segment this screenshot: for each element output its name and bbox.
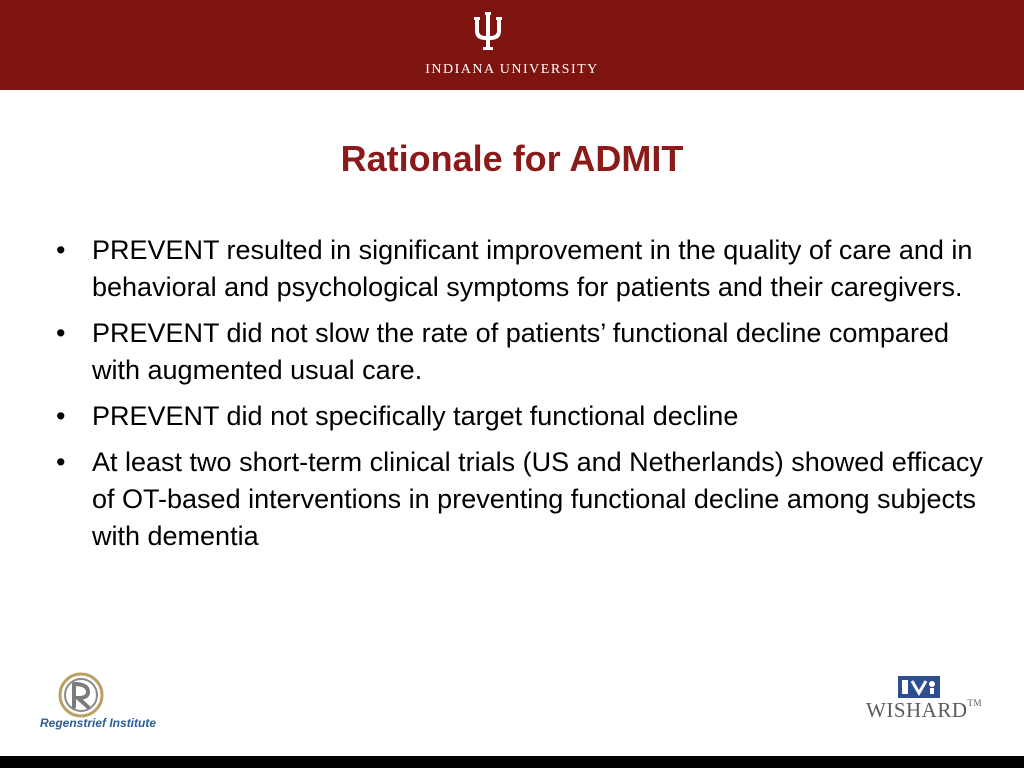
bullet-text: PREVENT resulted in significant improvement in the quality of care and in behavioral and psychological symptoms for patients and their caregivers. [92, 235, 973, 302]
bottom-border-bar [0, 756, 1024, 768]
slide-title: Rationale for ADMIT [340, 138, 684, 179]
regenstrief-emblem-icon [58, 672, 104, 718]
university-header-bar [0, 0, 1024, 90]
bullet-list [56, 232, 986, 564]
bullet-item [56, 444, 986, 555]
bullet-marker: • [56, 318, 66, 348]
regenstrief-institute-label: Regenstrief Institute [40, 716, 157, 730]
bullet-item [56, 232, 986, 306]
regenstrief-institute-logo [40, 672, 170, 734]
wishard-label: WISHARD [866, 698, 968, 722]
bullet-marker: • [56, 401, 66, 431]
wishard-wordmark [866, 698, 982, 723]
bullet-item [56, 398, 986, 435]
wishard-emblem-icon [898, 676, 940, 698]
indiana-university-trident-logo [472, 12, 504, 50]
indiana-university-wordmark: INDIANA UNIVERSITY [425, 62, 599, 77]
bullet-item [56, 315, 986, 389]
bullet-text: At least two short-term clinical trials (US and Netherlands) showed efficacy of OT-based interventions in preventing functional decline among subjects with dementia [92, 447, 983, 551]
trademark-mark: TM [967, 698, 982, 708]
bullet-text: PREVENT did not slow the rate of patients’ functional decline compared with augmented usual care. [92, 318, 949, 385]
bullet-marker: • [56, 447, 66, 477]
bullet-text: PREVENT did not specifically target functional decline [92, 401, 739, 431]
wishard-logo [866, 676, 982, 724]
bullet-marker: • [56, 235, 66, 265]
